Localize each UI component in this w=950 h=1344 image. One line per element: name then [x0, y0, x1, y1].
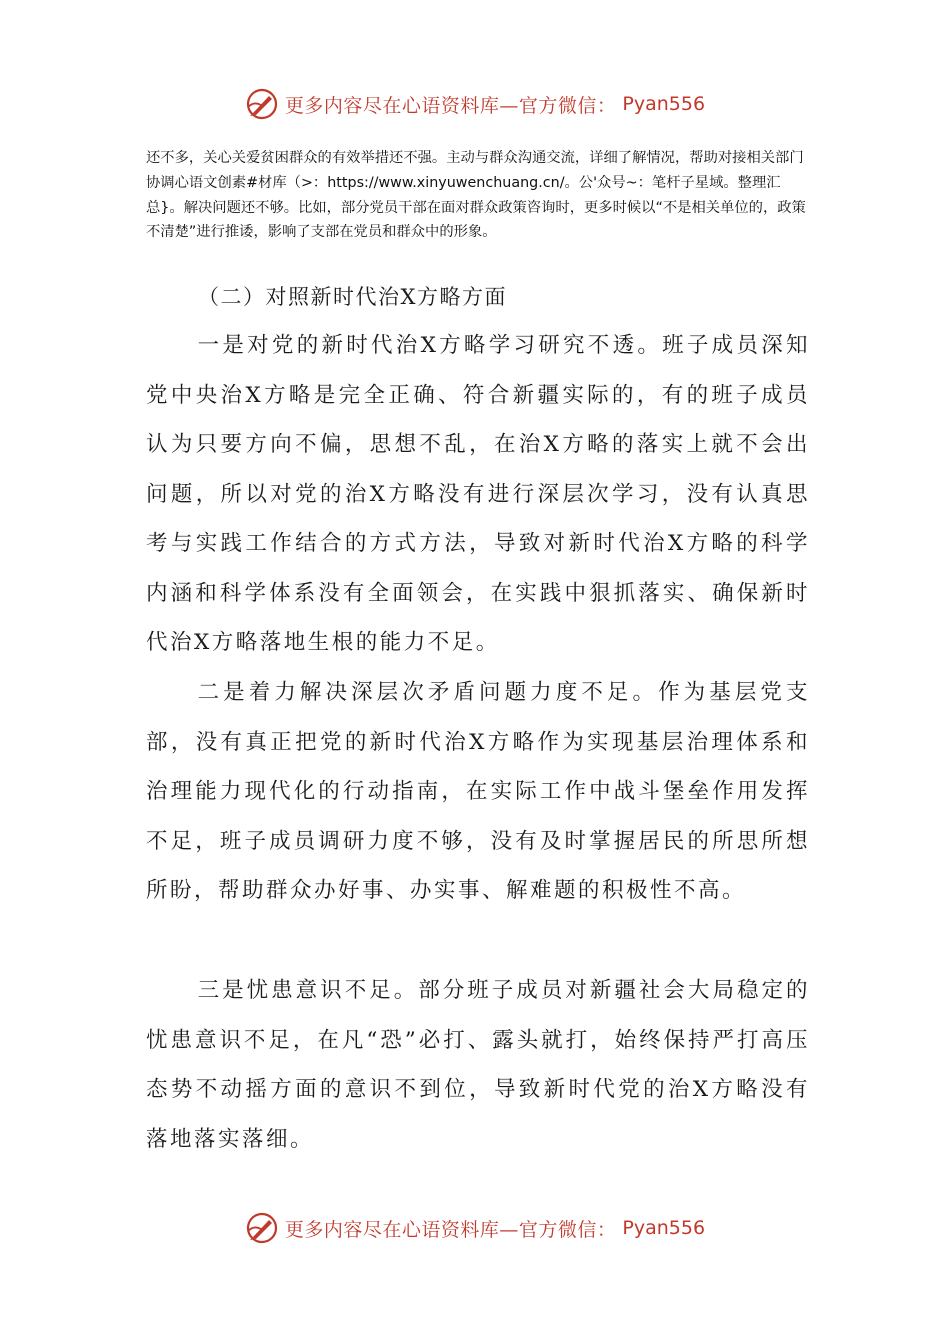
section-heading: （二）对照新时代治X方略方面: [198, 285, 507, 309]
wechat-id: Pyan556: [622, 1217, 706, 1239]
body-paragraph-2: 二是着力解决深层次矛盾问题力度不足。作为基层党支部，没有真正把党的新时代治X方略作为实现基层治理体系和治理能力现代化的行动指南，在实际工作中战斗堡垒作用发挥不足，班子成员调研力度不够，没有及时掌握居民的所思所想所盼，帮助群众办好事、办实事、解难题的积极性不高。: [146, 680, 810, 903]
pen-logo-icon: [245, 87, 279, 121]
header-banner: [0, 84, 950, 124]
footer-banner: [0, 1208, 950, 1248]
banner-text: 更多内容尽在心语资料库—官方微信：: [284, 1218, 617, 1241]
wechat-id: Pyan556: [622, 93, 706, 115]
intro-paragraph: 还不多，关心关爱贫困群众的有效举措还不强。主动与群众沟通交流，详细了解情况，帮助对接相关部门协调心语文创素#材库（>：https://www.xinyuwenchuang.cn/。公'众号~：笔杆子星域。整理汇总}。解决问题还不够。比如，部分党员干部在面对群众政策咨询时，更多时候以“不是相关单位的，政策不清楚”进行推诿，影响了支部在党员和群众中的形象。: [146, 150, 806, 241]
banner-text: 更多内容尽在心语资料库—官方微信：: [284, 94, 617, 117]
body-paragraph-1: 一是对党的新时代治X方略学习研究不透。班子成员深知党中央治X方略是完全正确、符合新疆实际的，有的班子成员认为只要方向不偏，思想不乱，在治X方略的落实上就不会出问题，所以对党的治X方略没有进行深层次学习，没有认真思考与实践工作结合的方式方法，导致对新时代治X方略的科学内涵和科学体系没有全面领会，在实践中狠抓落实、确保新时代治X方略落地生根的能力不足。: [146, 333, 810, 655]
body-paragraph-3: 三是忧患意识不足。部分班子成员对新疆社会大局稳定的忧患意识不足，在凡“恐”必打、露头就打，始终保持严打高压态势不动摇方面的意识不到位，导致新时代党的治X方略没有落地落实落细。: [146, 978, 810, 1152]
pen-logo-icon: [245, 1211, 279, 1245]
